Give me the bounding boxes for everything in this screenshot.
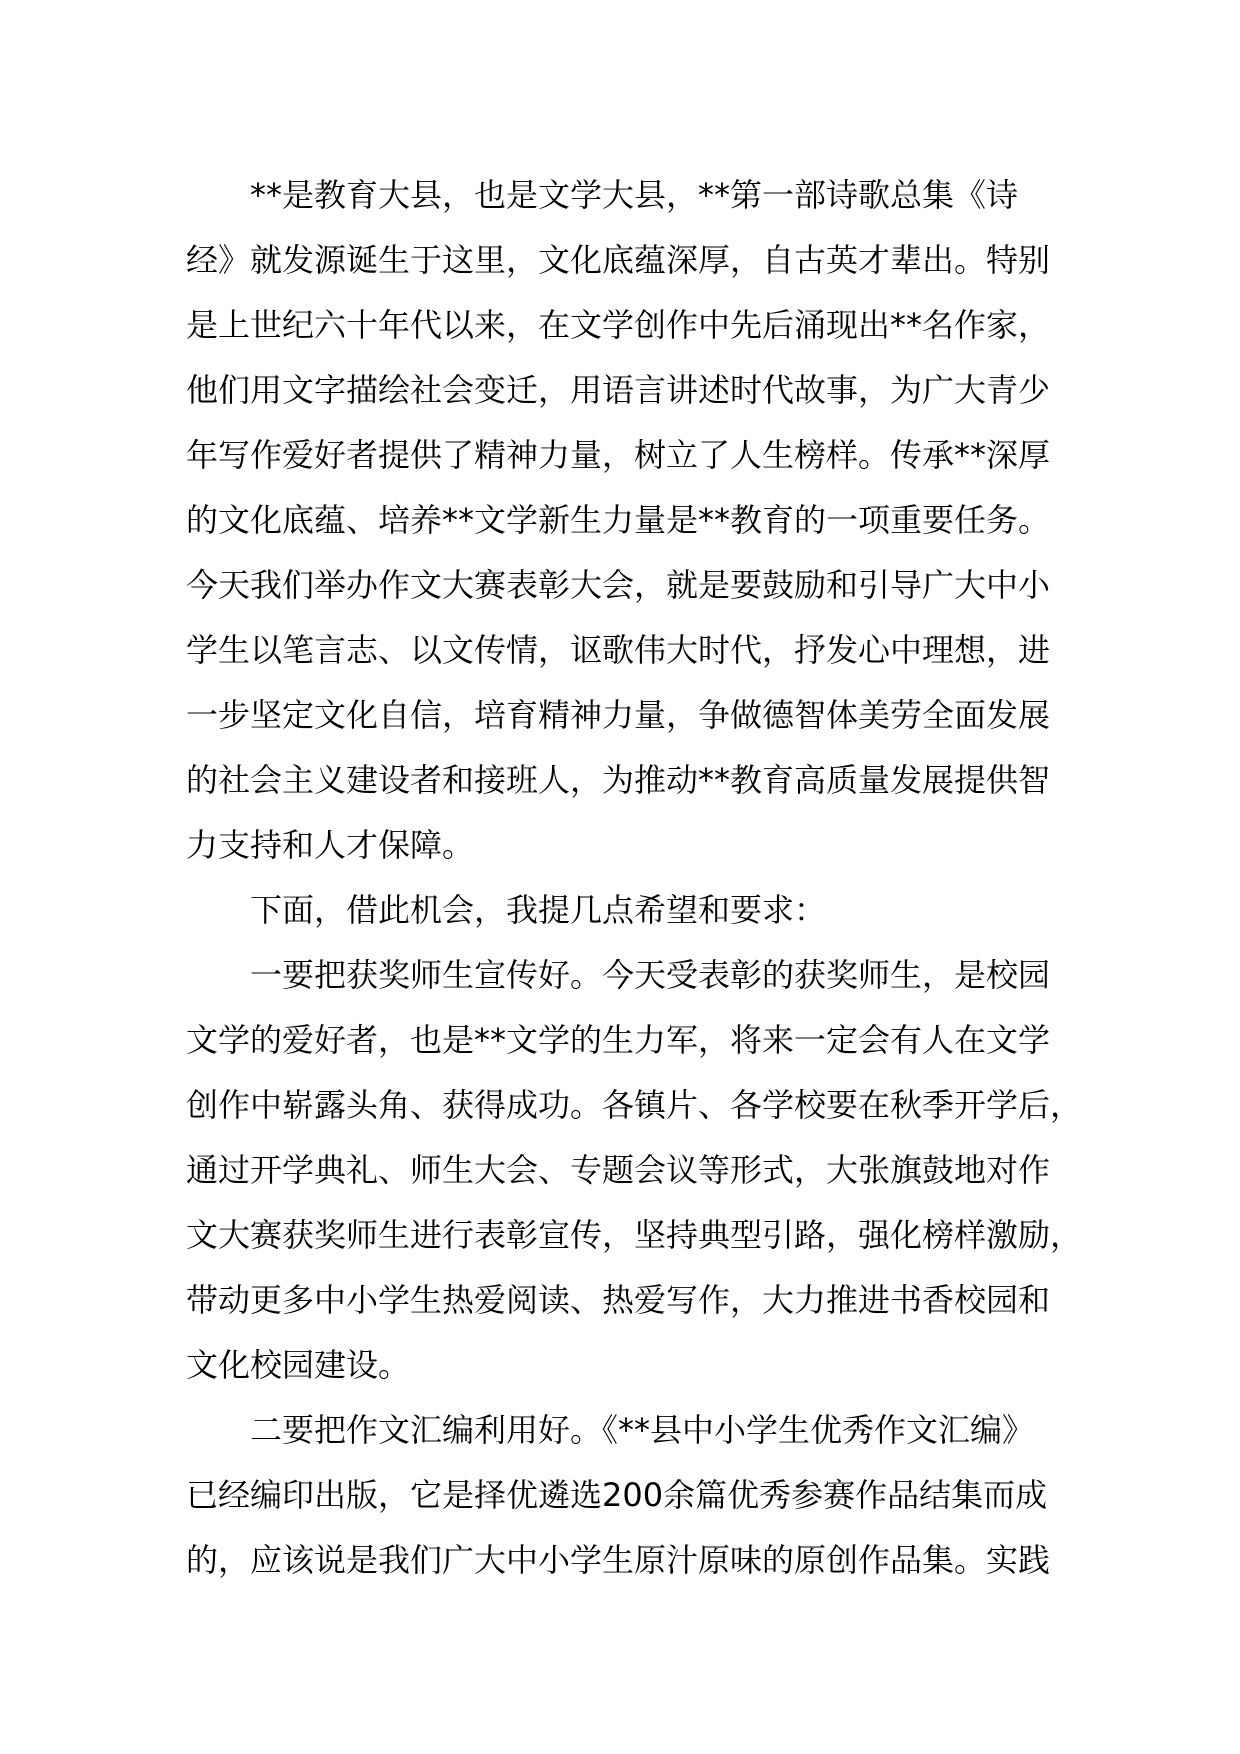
text-line: 已经编印出版，它是择优遴选200余篇优秀参赛作品结集而成 [186, 1476, 1048, 1514]
text-line: 他们用文字描绘社会变迁，用语言讲述时代故事，为广大青少 [186, 371, 1051, 409]
text-line: 是上世纪六十年代以来，在文学创作中先后涌现出**名作家， [186, 306, 1051, 344]
text-line: **是教育大县，也是文学大县，**第一部诗歌总集《诗 [186, 176, 1019, 214]
text-line: 力支持和人才保障。 [186, 826, 475, 864]
text-line: 的社会主义建设者和接班人，为推动**教育高质量发展提供智 [186, 761, 1051, 799]
text-line: 一步坚定文化自信，培育精神力量，争做德智体美劳全面发展 [186, 696, 1051, 734]
text-line: 学生以笔言志、以文传情，讴歌伟大时代，抒发心中理想，进 [186, 631, 1051, 669]
text-line: 今天我们举办作文大赛表彰大会，就是要鼓励和引导广大中小 [186, 566, 1051, 604]
text-line: 下面，借此机会，我提几点希望和要求： [186, 891, 827, 929]
text-line: 年写作爱好者提供了精神力量，树立了人生榜样。传承**深厚 [186, 436, 1051, 474]
text-line: 文学的爱好者，也是**文学的生力军，将来一定会有人在文学 [186, 1021, 1051, 1059]
body-text [186, 163, 1083, 1593]
text-line: 经》就发源诞生于这里，文化底蕴深厚，自古英才辈出。特别 [186, 241, 1051, 279]
text-line: 创作中崭露头角、获得成功。各镇片、各学校要在秋季开学后， [186, 1086, 1083, 1124]
text-line: 文大赛获奖师生进行表彰宣传，坚持典型引路，强化榜样激励， [186, 1216, 1083, 1254]
text-line: 的文化底蕴、培养**文学新生力量是**教育的一项重要任务。 [186, 501, 1051, 539]
text-line: 带动更多中小学生热爱阅读、热爱写作，大力推进书香校园和 [186, 1281, 1051, 1319]
text-line: 通过开学典礼、师生大会、专题会议等形式，大张旗鼓地对作 [186, 1151, 1051, 1189]
text-line: 二要把作文汇编利用好。《**县中小学生优秀作文汇编》 [186, 1411, 1035, 1449]
text-line: 文化校园建设。 [186, 1346, 411, 1384]
text-line: 一要把获奖师生宣传好。今天受表彰的获奖师生，是校园 [186, 956, 1051, 994]
text-line: 的，应该说是我们广大中小学生原汁原味的原创作品集。实践 [186, 1541, 1051, 1579]
